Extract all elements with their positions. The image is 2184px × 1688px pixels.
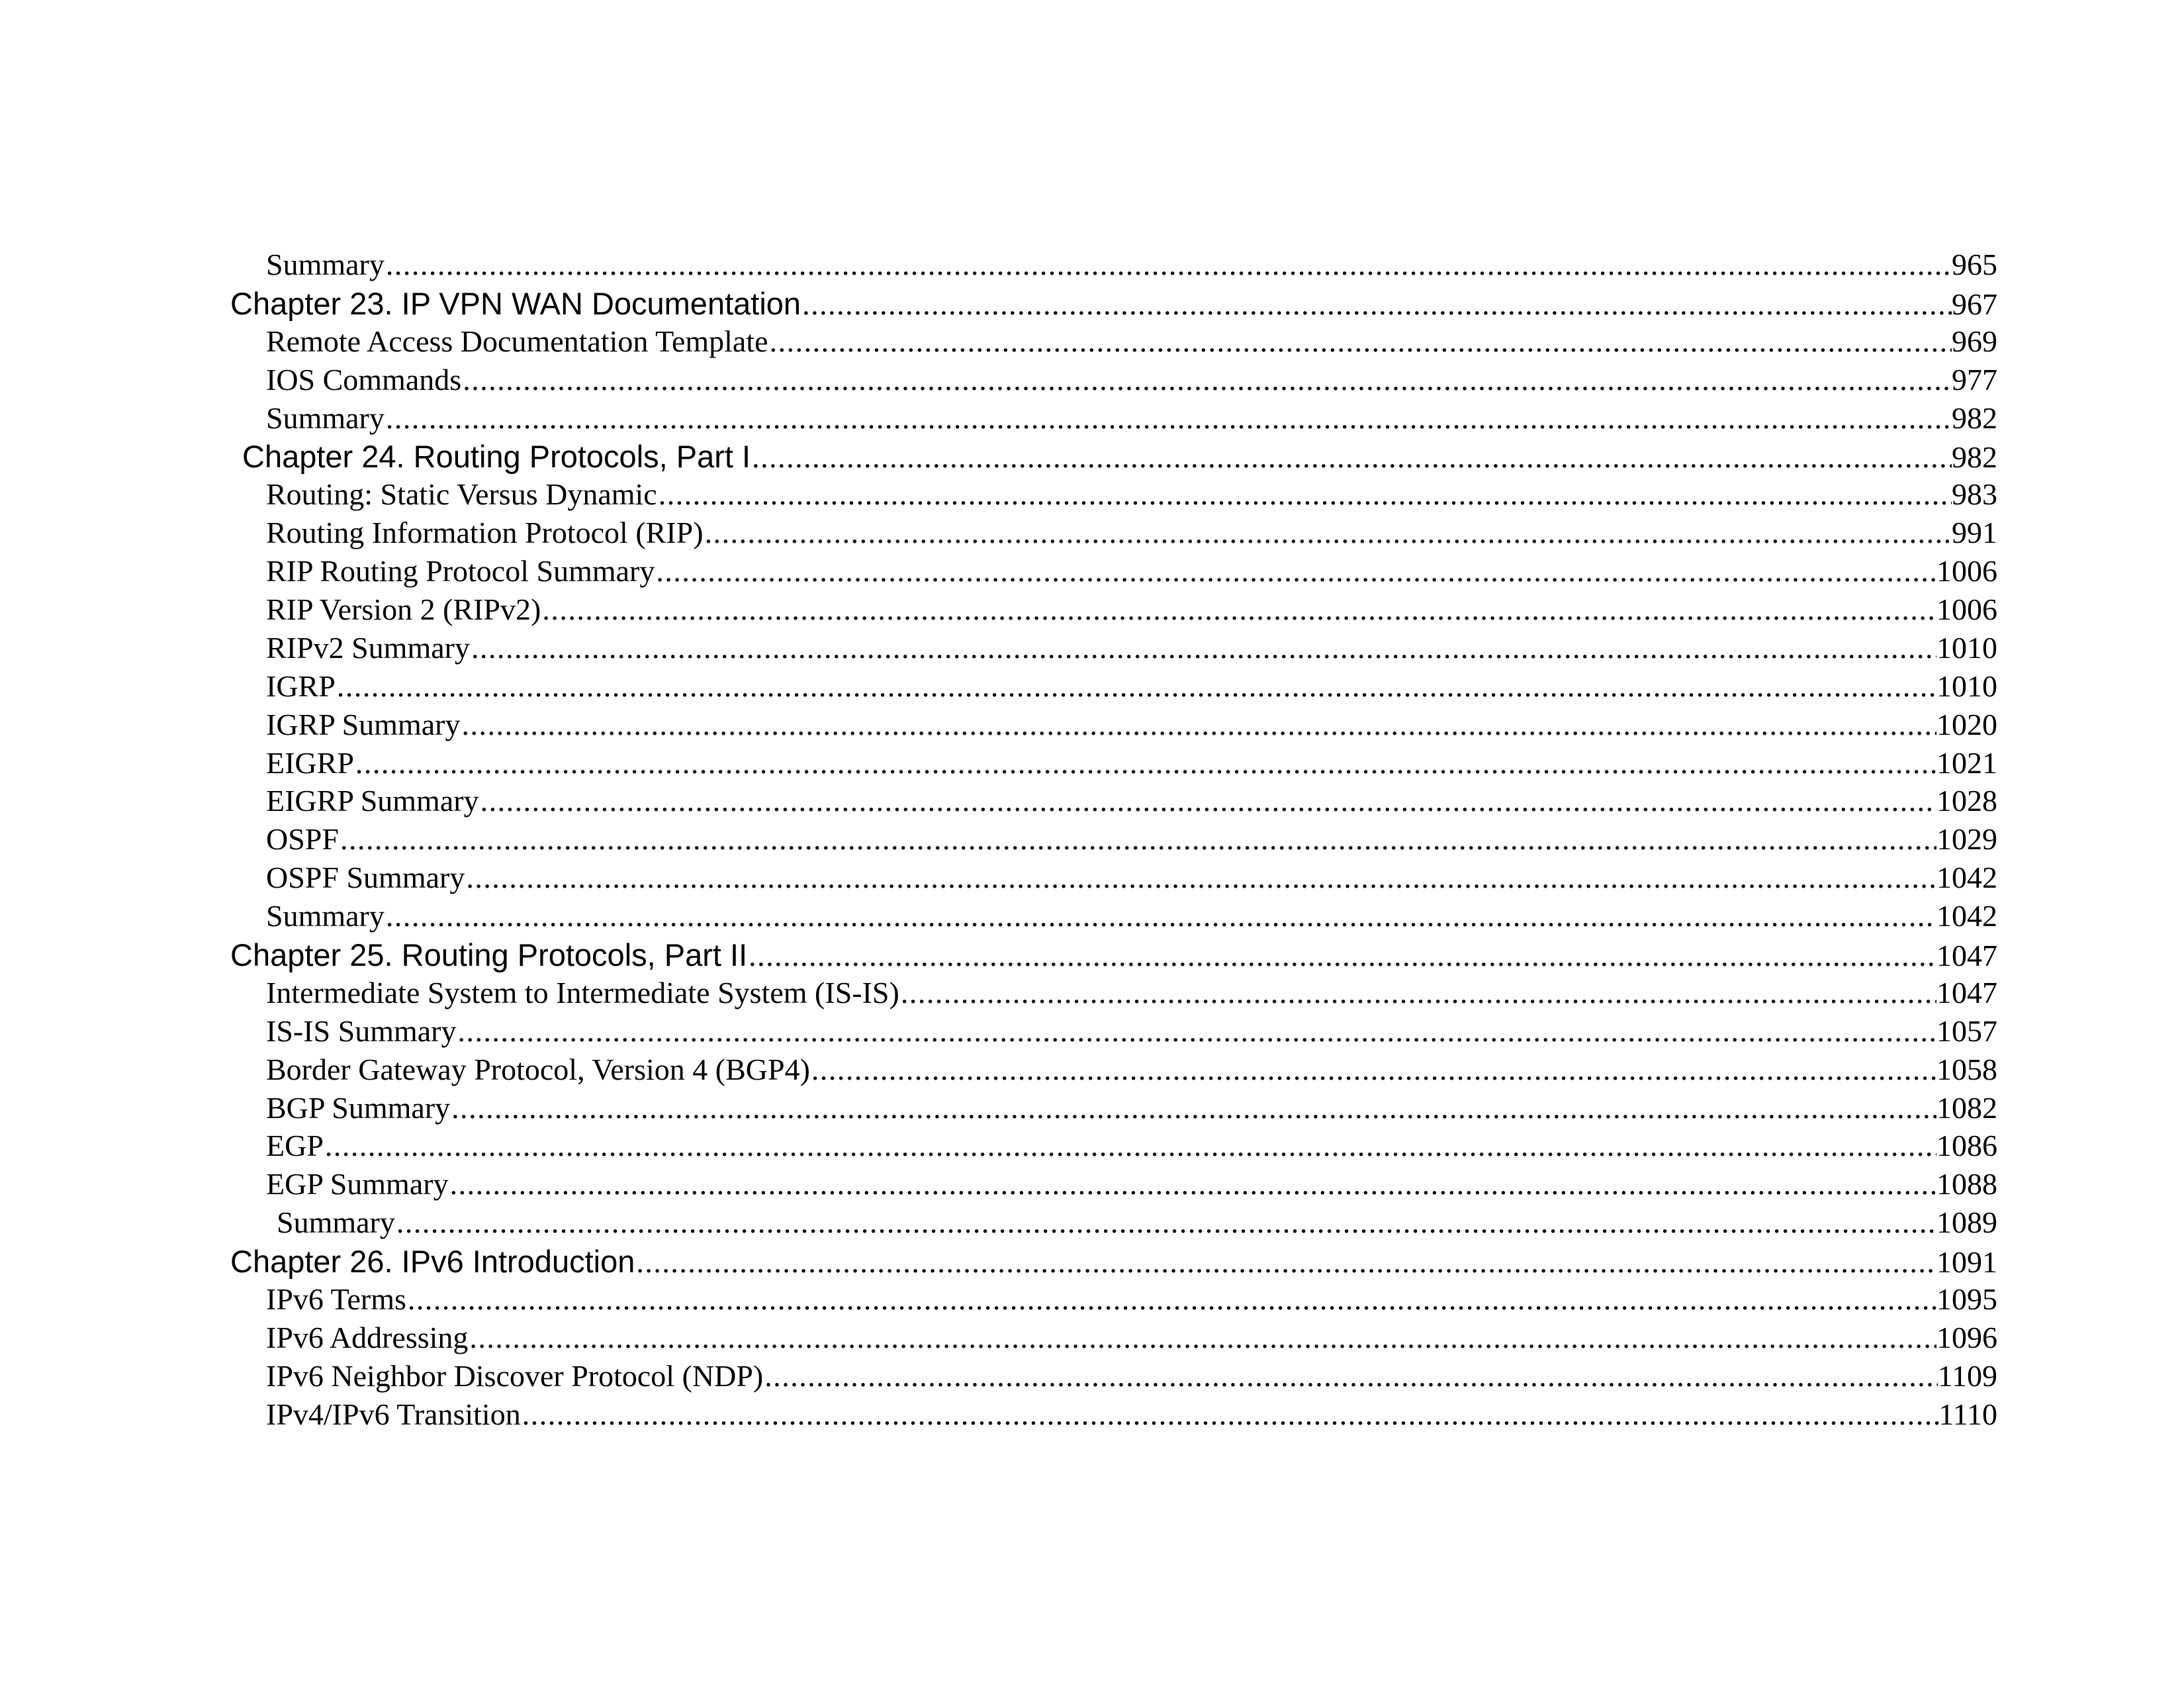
dot-leader	[763, 1358, 1937, 1393]
toc-entry-page: 1042	[1936, 861, 1997, 895]
dot-leader	[468, 1320, 1936, 1355]
dot-leader	[470, 630, 1936, 665]
toc-entry-page: 977	[1952, 362, 1997, 397]
toc-entry[interactable]	[230, 1128, 1997, 1166]
toc-entry-page: 1096	[1936, 1320, 1997, 1354]
toc-entry-title: IOS Commands	[266, 362, 462, 397]
dot-leader	[385, 247, 1952, 282]
toc-entry-page: 965	[1952, 248, 1997, 281]
toc-entry-page: 1020	[1936, 707, 1997, 741]
toc-entry[interactable]	[230, 324, 1997, 362]
dot-leader	[768, 324, 1952, 359]
toc-entry[interactable]	[230, 247, 1997, 285]
toc-entry-title: RIP Version 2 (RIPv2)	[266, 592, 541, 627]
toc-entry-page: 1086	[1936, 1129, 1997, 1163]
toc-entry[interactable]	[230, 898, 1997, 937]
toc-entry[interactable]	[230, 553, 1997, 592]
toc-entry-page: 1010	[1936, 630, 1997, 665]
toc-entry-page: 967	[1952, 287, 1997, 321]
toc-entry[interactable]	[230, 1282, 1997, 1320]
dot-leader	[810, 1052, 1936, 1087]
toc-entry[interactable]	[230, 783, 1997, 821]
toc-entry-title: EGP	[266, 1129, 324, 1163]
toc-entry[interactable]	[230, 1397, 1997, 1435]
toc-entry-page: 969	[1952, 324, 1997, 358]
dot-leader	[655, 553, 1936, 588]
dot-leader	[521, 1397, 1939, 1432]
toc-entry[interactable]	[230, 400, 1997, 439]
toc-entry-title: IPv6 Addressing	[266, 1320, 469, 1354]
toc-entry-title: IPv6 Neighbor Discover Protocol (NDP)	[266, 1358, 764, 1393]
dot-leader	[461, 362, 1952, 397]
toc-entry[interactable]	[230, 592, 1997, 630]
toc-entry-page: 1028	[1936, 784, 1997, 818]
toc-chapter-entry[interactable]	[230, 937, 1997, 975]
dot-leader	[450, 1090, 1936, 1125]
toc-entry-page: 1057	[1936, 1013, 1997, 1048]
toc-entry-title: IGRP Summary	[266, 707, 461, 741]
dot-leader	[336, 669, 1936, 704]
dot-leader	[395, 1205, 1936, 1240]
dot-leader	[747, 938, 1936, 973]
toc-entry[interactable]	[230, 1166, 1997, 1205]
toc-entry[interactable]	[230, 1013, 1997, 1052]
toc-chapter-title: Chapter 26. IPv6 Introduction	[230, 1244, 635, 1280]
toc-entry[interactable]	[230, 745, 1997, 784]
toc-entry-page: 1089	[1936, 1205, 1997, 1240]
toc-entry-page: 1010	[1936, 669, 1997, 703]
toc-entry-page: 1006	[1936, 554, 1997, 588]
dot-leader	[324, 1128, 1936, 1163]
dot-leader	[339, 821, 1936, 857]
toc-entry[interactable]	[230, 362, 1997, 400]
toc-entry-page: 1109	[1937, 1358, 1997, 1393]
toc-entry-page: 1091	[1936, 1245, 1997, 1280]
toc-chapter-entry[interactable]	[230, 1243, 1997, 1282]
toc-entry-page: 983	[1952, 477, 1997, 512]
toc-entry-page: 982	[1952, 400, 1997, 435]
toc-entry-page: 1110	[1938, 1397, 1997, 1431]
toc-entry[interactable]	[230, 860, 1997, 898]
dot-leader	[704, 515, 1952, 550]
toc-entry[interactable]	[230, 669, 1997, 707]
toc-entry-page: 1029	[1936, 822, 1997, 857]
toc-entry-title: Routing: Static Versus Dynamic	[266, 477, 657, 512]
toc-entry-title: OSPF	[266, 822, 339, 857]
toc-entry-title: Summary	[266, 248, 385, 281]
toc-entry-page: 1006	[1936, 592, 1997, 627]
toc-chapter-title: Chapter 23. IP VPN WAN Documentation	[230, 285, 801, 321]
dot-leader	[385, 898, 1936, 933]
toc-entry[interactable]	[230, 821, 1997, 860]
toc-entry-title: Summary	[277, 1205, 395, 1240]
toc-entry-page: 1042	[1936, 899, 1997, 933]
toc-entry-title: Summary	[266, 899, 385, 933]
toc-entry-page: 991	[1952, 516, 1997, 550]
toc-entry-page: 1088	[1936, 1167, 1997, 1201]
toc-entry[interactable]	[230, 1358, 1997, 1397]
toc-entry-title: Intermediate System to Intermediate System (IS-IS)	[266, 975, 899, 1009]
toc-chapter-entry[interactable]	[230, 285, 1997, 324]
toc-entry-page: 1095	[1936, 1282, 1997, 1317]
toc-entry[interactable]	[230, 1320, 1997, 1358]
toc-entry[interactable]	[230, 477, 1997, 515]
dot-leader	[541, 592, 1936, 627]
dot-leader	[385, 400, 1952, 436]
toc-entry-page: 1082	[1936, 1090, 1997, 1125]
dot-leader	[479, 783, 1936, 818]
toc-entry-title: Routing Information Protocol (RIP)	[266, 516, 704, 550]
toc-entry-page: 1047	[1936, 939, 1997, 973]
dot-leader	[635, 1244, 1936, 1280]
toc-entry-title: EGP Summary	[266, 1167, 449, 1201]
dot-leader	[465, 860, 1936, 895]
toc-entry-title: IGRP	[266, 669, 336, 703]
dot-leader	[354, 745, 1936, 780]
toc-entry[interactable]	[230, 707, 1997, 745]
dot-leader	[449, 1166, 1936, 1201]
table-of-contents	[230, 247, 1997, 1435]
toc-entry-title: IPv6 Terms	[266, 1282, 406, 1317]
toc-entry-title: BGP Summary	[266, 1090, 451, 1125]
toc-entry-title: EIGRP Summary	[266, 784, 479, 818]
toc-entry-page: 982	[1952, 440, 1997, 475]
dot-leader	[406, 1282, 1936, 1317]
toc-entry-title: IS-IS Summary	[266, 1013, 457, 1048]
toc-entry-page: 1021	[1936, 745, 1997, 780]
toc-entry-title: RIPv2 Summary	[266, 630, 470, 665]
dot-leader	[460, 707, 1936, 742]
toc-entry[interactable]	[230, 515, 1997, 553]
toc-entry-page: 1058	[1936, 1052, 1997, 1086]
toc-chapter-entry[interactable]	[230, 438, 1997, 477]
dot-leader	[801, 287, 1952, 322]
dot-leader	[657, 477, 1952, 512]
toc-chapter-title: Chapter 24. Routing Protocols, Part I	[242, 439, 751, 475]
dot-leader	[457, 1013, 1937, 1049]
toc-chapter-title: Chapter 25. Routing Protocols, Part II	[230, 937, 748, 973]
toc-entry-title: EIGRP	[266, 745, 354, 780]
toc-entry[interactable]	[230, 1205, 1997, 1243]
toc-entry-title: Summary	[266, 400, 385, 435]
toc-entry[interactable]	[230, 1090, 1997, 1129]
toc-entry-title: RIP Routing Protocol Summary	[266, 554, 655, 588]
dot-leader	[751, 440, 1952, 475]
toc-entry-title: Remote Access Documentation Template	[266, 324, 768, 358]
toc-entry[interactable]	[230, 630, 1997, 669]
toc-entry-title: IPv4/IPv6 Transition	[266, 1397, 521, 1431]
toc-entry-page: 1047	[1936, 975, 1997, 1009]
toc-entry-title: OSPF Summary	[266, 861, 465, 895]
dot-leader	[899, 975, 1936, 1010]
toc-entry[interactable]	[230, 1052, 1997, 1090]
toc-entry[interactable]	[230, 975, 1997, 1013]
toc-entry-title: Border Gateway Protocol, Version 4 (BGP4)	[266, 1052, 810, 1086]
